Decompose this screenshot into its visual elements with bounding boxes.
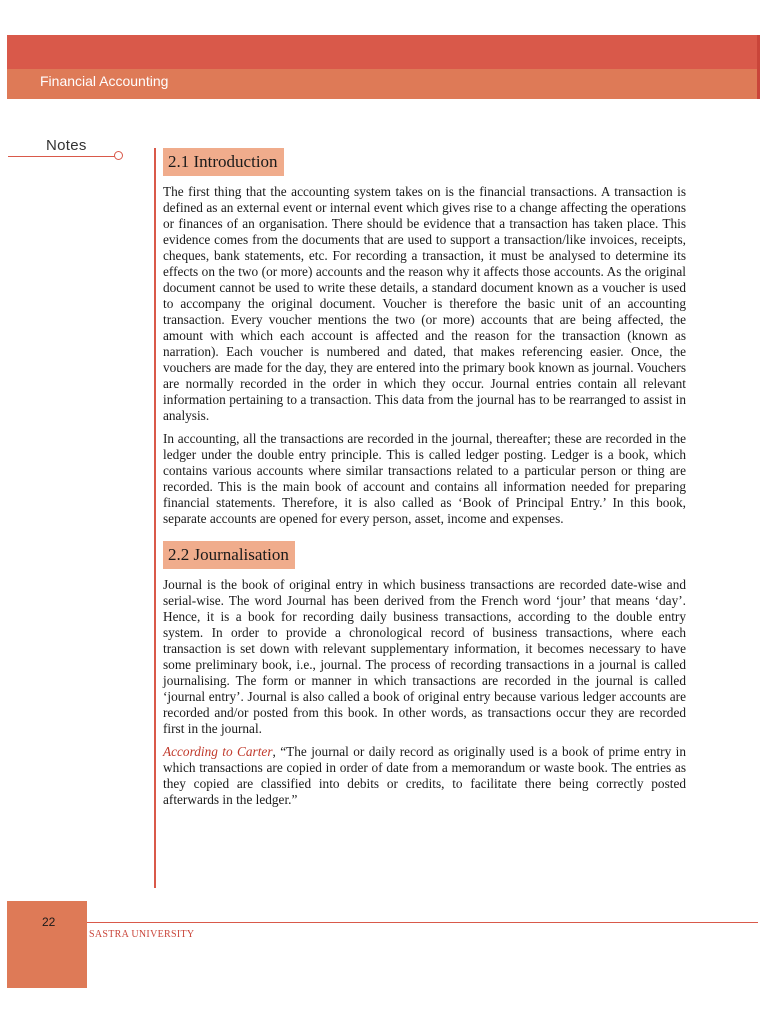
margin-vertical-rule (154, 148, 156, 888)
footer-rule (87, 922, 758, 923)
quote-text: , “The journal or daily record as originally used is a book of prime entry in which transactions are copied in order of date from a memorandum or waste book. The entries as they copied are classified into debits or credits, to facilitate there being correctly posted afterwards in the ledger.” (163, 744, 686, 807)
section-heading-journalisation: 2.2 Journalisation (163, 541, 295, 569)
header-band-top (7, 35, 758, 69)
main-content (163, 148, 686, 815)
quote-author: According to Carter (163, 744, 273, 759)
carter-quote (163, 744, 686, 808)
running-header-title: Financial Accounting (40, 73, 169, 89)
notes-circle-icon (114, 151, 123, 160)
page-number: 22 (42, 915, 56, 929)
header-edge (757, 35, 760, 99)
notes-rule (8, 156, 115, 157)
section-heading-introduction: 2.1 Introduction (163, 148, 284, 176)
intro-paragraph-2: In accounting, all the transactions are recorded in the journal, thereafter; these are recorded in the ledger under the double entry principle. This is called ledger posting. Ledger is a book, which contains various accounts where similar transactions related to a particular person or thing are recorded. This is the main book of account and contains all information needed for preparing financial statements. Therefore, it is also called as ‘Book of Principal Entry.’ In this book, separate accounts are opened for every person, asset, income and expenses. (163, 431, 686, 526)
footer-university: SASTRA UNIVERSITY (89, 929, 195, 940)
notes-label: Notes (46, 137, 87, 154)
journalisation-paragraph-1: Journal is the book of original entry in which business transactions are recorded date-wise and serial-wise. The word Journal has been derived from the French word ‘jour’ that means ‘day’. Hence, it is a book for recording daily business transactions, according to the double entry system. In order to provide a chronological record of business transactions, where each transaction is set down with relevant supplementary information, it becomes necessary to have some preliminary book, i.e., journal. The process of recording transactions in a journal is called journalising. The form or manner in which transactions are recorded in the journal is called ‘journal entry’. Journal is also called a book of original entry because various ledger accounts are recorded and/or posted from this book. In other words, as transactions occur they are recorded first in the journal. (163, 577, 686, 736)
intro-paragraph-1: The first thing that the accounting system takes on is the financial transactions. A transaction is defined as an external event or internal event which gives rise to a change affecting the operations or finances of an organisation. There should be evidence that a transaction has taken place. This evidence comes from the documents that are used to support a transaction/like invoices, receipts, cheques, bank statements, etc. For recording a transaction, it must be analysed to determine its effects on the two (or more) accounts and the reason why it affects those accounts. As the original document cannot be used to write these details, a standard document known as a voucher is used to accompany the original document. Voucher is therefore the basic unit of an accounting transaction. Every voucher mentions the two (or more) accounts that are being affected, the amount with which each account is affected and the reason for the transaction (known as narration). Each voucher is numbered and dated, that makes referencing easier. Once, the vouchers are made for the day, they are entered into the primary book known as journal. Vouchers are normally recorded in the order in which they occur. Journal entries contain all relevant information pertaining to a transaction. This data from the journal has to be rearranged to assist in analysis. (163, 184, 686, 423)
